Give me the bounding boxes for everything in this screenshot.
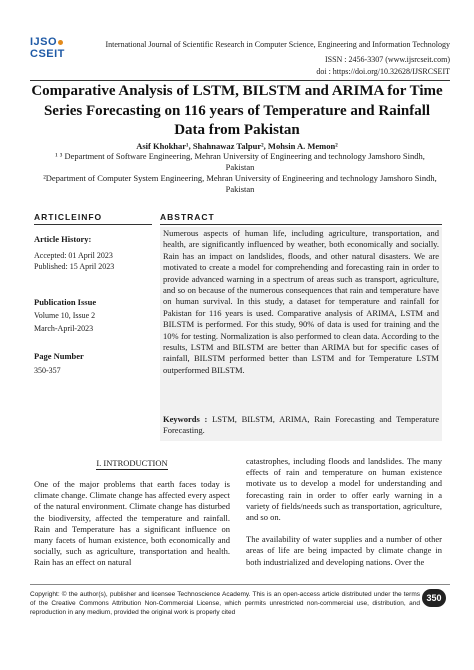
intro-right-paragraph-1: catastrophes, including floods and landslides. The many effects of rain and temperature on human existence motivate us to develop a model for understanding and forecasting rain in order to offer early warning in a variety of fields/needs such as transportation, agriculture, and so on. — [246, 456, 442, 523]
article-history-label-text: Article History: — [34, 234, 92, 244]
introduction-heading-text: I. INTRODUCTION — [96, 458, 168, 468]
published-date: Published: 15 April 2023 — [34, 262, 115, 271]
abstract-heading: ABSTRACT — [160, 212, 215, 222]
logo-top-text: IJSO — [30, 36, 58, 48]
affiliation-1: ¹ ³ Department of Software Engineering, Mehran University of Engineering and technology Jamshoro Sindh, Pakistan — [55, 151, 425, 172]
article-history-label — [34, 234, 152, 245]
keywords-line — [163, 414, 439, 437]
doi-line: doi : https://doi.org/10.32628/IJSRCSEIT — [316, 67, 450, 76]
introduction-heading — [34, 458, 230, 470]
page-number-badge: 350 — [422, 589, 446, 607]
page-range: 350-357 — [34, 366, 61, 375]
paper-title: Comparative Analysis of LSTM, BILSTM and ARIMA for Time Series Forecasting on 116 years of Temperature and Rainfall Data from Pakistan — [31, 83, 443, 138]
intro-left-column: One of the major problems that earth faces today is climate change. Climate change has affected every aspect of the natural environment. Climate change has disturbed the biodiversity, affected the temperature and rainfall. Rain and Temperature has a significant influence on many facets of human existence, both economically and socially, such as agriculture, transportation and health. Rain has an effect on natural — [34, 479, 230, 568]
publication-issue-label — [34, 297, 152, 308]
issn-line: ISSN : 2456-3307 (www.ijsrcseit.com) — [324, 55, 450, 64]
logo-dot-icon — [58, 40, 63, 45]
author-list: Asif Khokhar¹, Shahnawaz Talpur², Mohsin A. Memon² — [136, 141, 338, 151]
accepted-date: Accepted: 01 April 2023 — [34, 251, 113, 260]
journal-name: International Journal of Scientific Research in Computer Science, Engineering and Information Technology — [105, 40, 450, 49]
footer-divider — [30, 584, 450, 585]
keywords-text: LSTM, BILSTM, ARIMA, Rain Forecasting and Temperature Forecasting. — [163, 414, 440, 436]
article-info-divider — [34, 224, 152, 225]
article-info-heading: ARTICLEINFO — [34, 212, 103, 222]
publication-issue-label-text: Publication Issue — [34, 297, 97, 307]
intro-right-paragraph-2: The availability of water supplies and a number of other areas of life are being impacted by climate change in both industrialized and developing nations. Over the — [246, 534, 442, 567]
keywords-label: Keywords : — [163, 414, 208, 424]
affiliation-2: ²Department of Computer System Engineering, Mehran University of Engineering and technology Jamshoro Sindh, Pakistan — [43, 173, 437, 194]
logo-bottom-text: CSEIT — [30, 48, 65, 60]
journal-logo — [30, 36, 78, 66]
volume-issue: Volume 10, Issue 2 — [34, 311, 96, 320]
intro-right-column — [246, 456, 442, 579]
header-divider — [30, 80, 450, 81]
abstract-divider — [160, 224, 442, 225]
issue-period: March-April-2023 — [34, 324, 94, 333]
copyright-notice: Copyright: © the author(s), publisher and licensee Technoscience Academy. This is an open-access article distributed under the terms of the Creative Commons Attribution Non-Commercial License, which permits unrestricted non-commercial use, distribution, and reproduction in any medium, provided the original work is properly cited — [30, 591, 420, 616]
page-number-label — [34, 351, 152, 362]
page-number-label-text: Page Number — [34, 351, 84, 361]
abstract-text: Numerous aspects of human life, including agriculture, transportation, and health, are significantly influenced by weather, both economically and socially. Rain has an impact on landslides, floods, and other natural disasters. We are motivated to create a model for comprehending and forecasting rain in order to provide advanced warning in a spectrum of areas such as transport, agriculture, and so on because of the numerous consequences that rain and temperature have on human survival. In this study, a dataset for temperature and rainfall for Pakistan for 116 years is used. Comparative analysis of ARIMA, LSTM and BILSTM is performed. For this study, 90% of data is used for training and the 10% for testing. Normalization is also performed to clean data. According to the results, LSTM and BILSTM are better than ARIMA but for specific cases of rainfall, BILSTM performed better than LSTM and for Temperature LSTM outperformed BILSTM. — [163, 228, 439, 375]
